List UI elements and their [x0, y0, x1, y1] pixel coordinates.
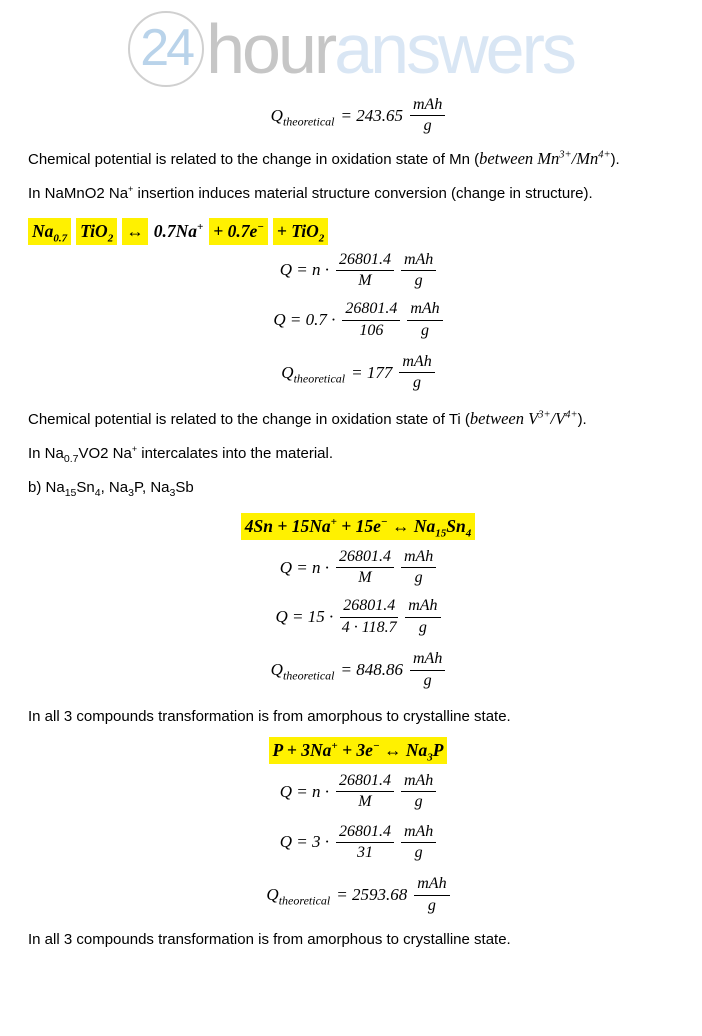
- math-inline-mn: between $Mn^{3+}/Mn^{4+}$: [479, 148, 611, 168]
- equation-q-substituted: [35, 823, 681, 863]
- text-run: ).: [610, 150, 620, 168]
- text-run: In NaMnO2 Na: [28, 184, 129, 202]
- logo-hour-text: hour: [206, 10, 335, 88]
- q-subscript: theoretical: [282, 114, 335, 129]
- q-subscript: theoretical: [293, 371, 346, 386]
- unit-denominator: g: [418, 618, 427, 636]
- equation-lhs: Q = 0.7 ·: [273, 310, 336, 330]
- paragraph-b-compounds: b) $Na_{15}Sn_4$, $Na_3P$, $Na_3Sb$: [28, 478, 194, 499]
- unit-denominator: g: [423, 671, 432, 689]
- fraction: [342, 300, 400, 340]
- equation-q-theoretical-177: [35, 353, 681, 393]
- unit-numerator: mAh: [410, 650, 445, 670]
- unit-numerator: mAh: [401, 548, 436, 568]
- fraction: [336, 823, 394, 863]
- paragraph-amorphous-2: In all 3 compounds transformation is from amorphous to crystalline state.: [28, 931, 511, 949]
- text-run: VO2 Na: [78, 444, 132, 462]
- equation-q-theoretical-848: [35, 650, 681, 690]
- logo-24-circle: [128, 11, 204, 87]
- equation-q-n-formula: [35, 548, 681, 588]
- unit-fraction: [399, 353, 434, 393]
- equation-segment: 0.7Na+: [153, 220, 204, 241]
- unit-numerator: mAh: [414, 875, 449, 895]
- text-run: b) Na: [28, 478, 65, 496]
- unit-fraction: [401, 548, 436, 588]
- unit-denominator: g: [414, 793, 423, 811]
- equation-q-n-formula: [35, 251, 681, 291]
- equation-q-theoretical-243: [35, 96, 681, 136]
- equation-lhs: Q = 3 ·: [279, 832, 329, 852]
- equation-lhs: Q = 15 ·: [275, 607, 334, 627]
- equation-lhs: [266, 885, 408, 908]
- fraction-denominator: M: [358, 271, 372, 289]
- unit-fraction: [414, 875, 449, 915]
- q-symbol: Q: [281, 362, 294, 382]
- unit-fraction: [407, 300, 442, 340]
- fraction-denominator: 31: [356, 843, 373, 861]
- unit-fraction: [401, 823, 436, 863]
- q-subscript: theoretical: [278, 893, 331, 908]
- text-run: insertion induces material structure conversion (change in structure).: [133, 184, 593, 202]
- fraction-denominator: M: [358, 793, 372, 811]
- equation-na3p-highlighted: [35, 737, 681, 764]
- paragraph-navo2: [28, 444, 674, 464]
- subscript: 0.7: [63, 452, 79, 465]
- fraction: [336, 251, 394, 291]
- unit-numerator: mAh: [410, 96, 445, 116]
- paragraph-amorphous-1: In all 3 compounds transformation is from amorphous to crystalline state.: [28, 707, 511, 725]
- paragraph-ti-oxidation: [28, 409, 674, 430]
- unit-denominator: g: [427, 896, 436, 914]
- paragraph-mn-oxidation: [28, 149, 674, 170]
- equation-lhs: [270, 105, 403, 129]
- equation-lhs: Q = n ·: [279, 557, 329, 577]
- fraction: [336, 548, 394, 588]
- superscript-plus: +: [131, 443, 138, 454]
- unit-denominator: g: [414, 271, 423, 289]
- logo-24houranswers: [28, 8, 674, 90]
- unit-denominator: g: [420, 321, 429, 339]
- unit-numerator: mAh: [401, 251, 436, 271]
- math-inline-v: between $V^{3+}/V^{4+}$: [469, 408, 578, 428]
- logo-answers-text: answers: [334, 10, 574, 88]
- fraction: [336, 772, 394, 812]
- highlight-segment: 4Sn + 15Na+ + 15e− ↔ $Na_{15}Sn_4$: [241, 513, 475, 540]
- equation-q-substituted: [35, 300, 681, 340]
- equation-na15sn4-highlighted: [35, 513, 681, 540]
- highlight-segment: $Na_{0.7}$: [28, 218, 71, 245]
- unit-denominator: g: [414, 843, 423, 861]
- equation-value: = 243.65: [340, 105, 403, 125]
- highlight-segment: TiO$_2$: [76, 218, 117, 245]
- fraction-numerator: 26801.4: [336, 823, 394, 843]
- equation-value: = 2593.68: [336, 885, 408, 905]
- text-run: intercalates into the material.: [137, 444, 334, 462]
- unit-fraction: [401, 772, 436, 812]
- superscript-plus: +: [128, 183, 134, 194]
- text-run: Chemical potential is related to the change in oxidation state of Mn (: [28, 150, 480, 168]
- paragraph-namno2: [28, 184, 674, 204]
- equation-lhs: Q = n ·: [279, 781, 329, 801]
- fraction-denominator: 4 · 118.7: [341, 618, 397, 636]
- fraction-numerator: 26801.4: [336, 772, 394, 792]
- equation-value: = 848.86: [340, 660, 403, 680]
- fraction-numerator: 26801.4: [340, 597, 398, 617]
- equation-lhs: [270, 660, 403, 683]
- unit-numerator: mAh: [401, 823, 436, 843]
- unit-numerator: mAh: [401, 772, 436, 792]
- unit-denominator: g: [423, 117, 432, 135]
- equation-value: = 177: [351, 362, 393, 382]
- fraction-denominator: 106: [359, 321, 384, 339]
- equation-q-substituted: [35, 597, 681, 637]
- equation-q-theoretical-2593: [35, 875, 681, 915]
- unit-denominator: g: [414, 569, 423, 587]
- equation-lhs: Q = n ·: [279, 260, 329, 280]
- text-run: In Na: [28, 444, 64, 462]
- left-right-arrow: ↔: [122, 218, 148, 245]
- unit-numerator: mAh: [405, 597, 440, 617]
- q-symbol: Q: [270, 660, 283, 680]
- text-run: Chemical potential is related to the change in oxidation state of Ti (: [28, 410, 470, 428]
- logo-24-text: 24: [140, 19, 193, 77]
- equation-natio2-highlighted: [28, 218, 674, 245]
- q-subscript: theoretical: [282, 668, 335, 683]
- unit-fraction: [405, 597, 440, 637]
- fraction-numerator: 26801.4: [336, 251, 394, 271]
- unit-numerator: mAh: [399, 353, 434, 373]
- equation-lhs: [281, 362, 393, 386]
- unit-fraction: [410, 96, 445, 136]
- fraction: [340, 597, 398, 637]
- text-run: ).: [577, 410, 587, 428]
- highlight-segment: + 0.7e−: [209, 218, 268, 245]
- highlight-segment: + TiO$_2$: [273, 218, 328, 245]
- unit-denominator: g: [413, 374, 422, 392]
- unit-numerator: mAh: [407, 300, 442, 320]
- fraction-numerator: 26801.4: [336, 548, 394, 568]
- fraction-denominator: M: [358, 569, 372, 587]
- fraction-numerator: 26801.4: [342, 300, 400, 320]
- q-symbol: Q: [266, 885, 279, 905]
- unit-fraction: [410, 650, 445, 690]
- highlight-segment: P + 3Na+ + 3e− ↔ $Na_3P$: [269, 737, 448, 764]
- equation-q-n-formula: [35, 772, 681, 812]
- unit-fraction: [401, 251, 436, 291]
- q-symbol: Q: [270, 105, 283, 125]
